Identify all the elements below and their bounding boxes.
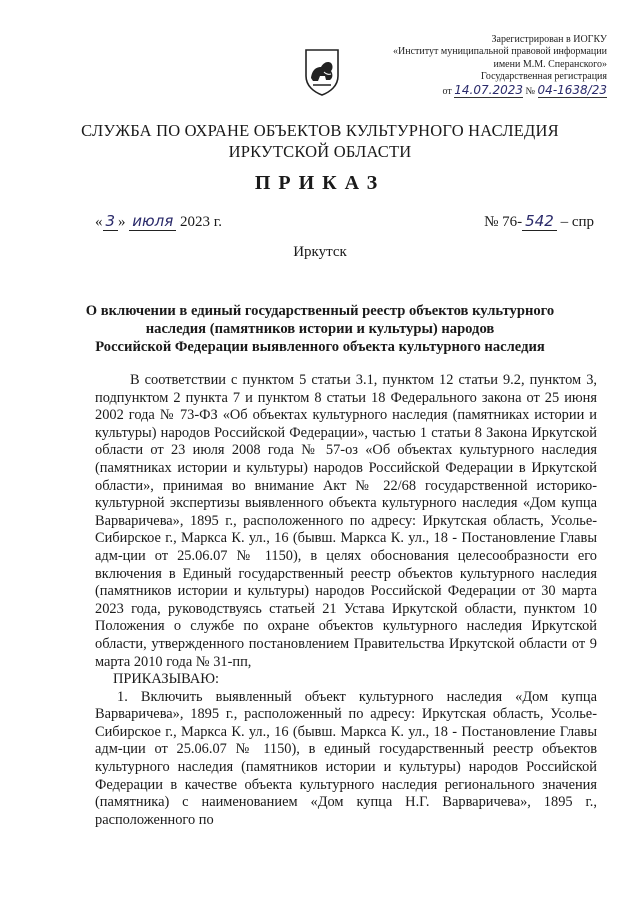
registration-line: Государственная регистрация xyxy=(480,71,607,83)
date-close-quote: » xyxy=(118,214,126,230)
registration-no-label: № xyxy=(525,85,536,97)
order-number-prefix: № 76- xyxy=(484,214,523,230)
order-date xyxy=(95,212,222,231)
registration-stamp xyxy=(357,34,607,98)
heading-line: Российской Федерации выявленного объекта культурного наследия xyxy=(95,339,545,355)
irkutsk-coat-of-arms-icon xyxy=(304,48,340,96)
registration-line: Зарегистрирован в ИОГКУ xyxy=(491,34,607,45)
agency-name-line: СЛУЖБА ПО ОХРАНЕ ОБЪЕКТОВ КУЛЬТУРНОГО НАСЛЕДИЯ xyxy=(81,121,559,140)
date-year: 2023 г. xyxy=(180,214,223,230)
registration-date: 14.07.2023 xyxy=(454,82,523,97)
preamble-paragraph: В соответствии с пунктом 5 статьи 3.1, пунктом 12 статьи 9.2, пунктом 3, подпунктом 2 пункта 7 и пунктом 8 статьи 18 Федерального закона от 25 июня 2002 года № 73-ФЗ «Об объектах культурного наследия (памятниках истории и культуры) народов Российской Федерации», частью 1 статьи 8 Закона Иркутской области от 23 июля 2008 года № 57-оз «Об объектах культурного наследия (памятниках истории и культуры) народов Российской Федерации в Иркутской области», принимая во внимание Акт № 22/68 государственной историко-культурной экспертизы выявленного объекта культурного наследия «Дом купца Варваричева», 1895 г., расположенного по адресу: Иркутская область, Усолье-Сибирское г., Маркса К. ул., 16 (бывш. Маркса К. ул., 18 - Постановление Главы адм-ции от 25.06.07 № 1150), в целях обоснования целесообразности его включения в Единый государственный реестр объектов культурного наследия (памятников истории и культуры) народов Российской Федерации от 30 марта 2023 года, руководствуясь статьей 21 Устава Иркутской области, пунктом 10 Положения о службе по охране объектов культурного наследия Иркутской области, утвержденного постановлением Правительства Иркутской области от 9 марта 2010 года № 31-пп, xyxy=(95,372,597,670)
order-item: 1. Включить выявленный объект культурного наследия «Дом купца Варваричева», 1895 г., расположенный по адресу: Иркутская область, Усолье-Сибирское г., Маркса К. ул., 16 (бывш. Маркса К. ул., 18 - Постановление Главы адм-ции от 25.06.07 № 1150), в единый государственный реестр объектов культурного наследия (памятников истории и культуры) народов Российской Федерации в качестве объекта культурного наследия регионального значения (памятника) с наименованием «Дом купца Н.Г. Варваричева», 1895 г., расположенного по xyxy=(95,688,597,828)
date-open-quote: « xyxy=(95,214,103,230)
registration-number: 04-1638/23 xyxy=(537,82,607,97)
agency-name-line: ИРКУТСКОЙ ОБЛАСТИ xyxy=(228,142,412,161)
registration-line: имени М.М. Сперанского» xyxy=(493,58,607,70)
registration-date-number xyxy=(357,84,607,98)
document-title: ПРИКАЗ xyxy=(254,172,386,194)
order-body xyxy=(95,372,597,829)
agency-name xyxy=(0,120,640,162)
order-number xyxy=(484,212,594,231)
city-name: Иркутск xyxy=(293,244,347,260)
order-number-suffix: – спр xyxy=(560,214,594,230)
heading-line: наследия (памятников истории и культуры) народов xyxy=(145,321,495,337)
order-heading xyxy=(70,302,570,356)
registration-from-label: от xyxy=(442,85,452,97)
order-number-value: 542 xyxy=(522,212,557,231)
heading-line: О включении в единый государственный реестр объектов культурного xyxy=(85,303,555,319)
date-month: июля xyxy=(129,212,176,231)
order-word: ПРИКАЗЫВАЮ: xyxy=(113,671,220,688)
registration-line: «Институт муниципальной правовой информации xyxy=(393,46,607,58)
date-day: 3 xyxy=(103,212,119,231)
